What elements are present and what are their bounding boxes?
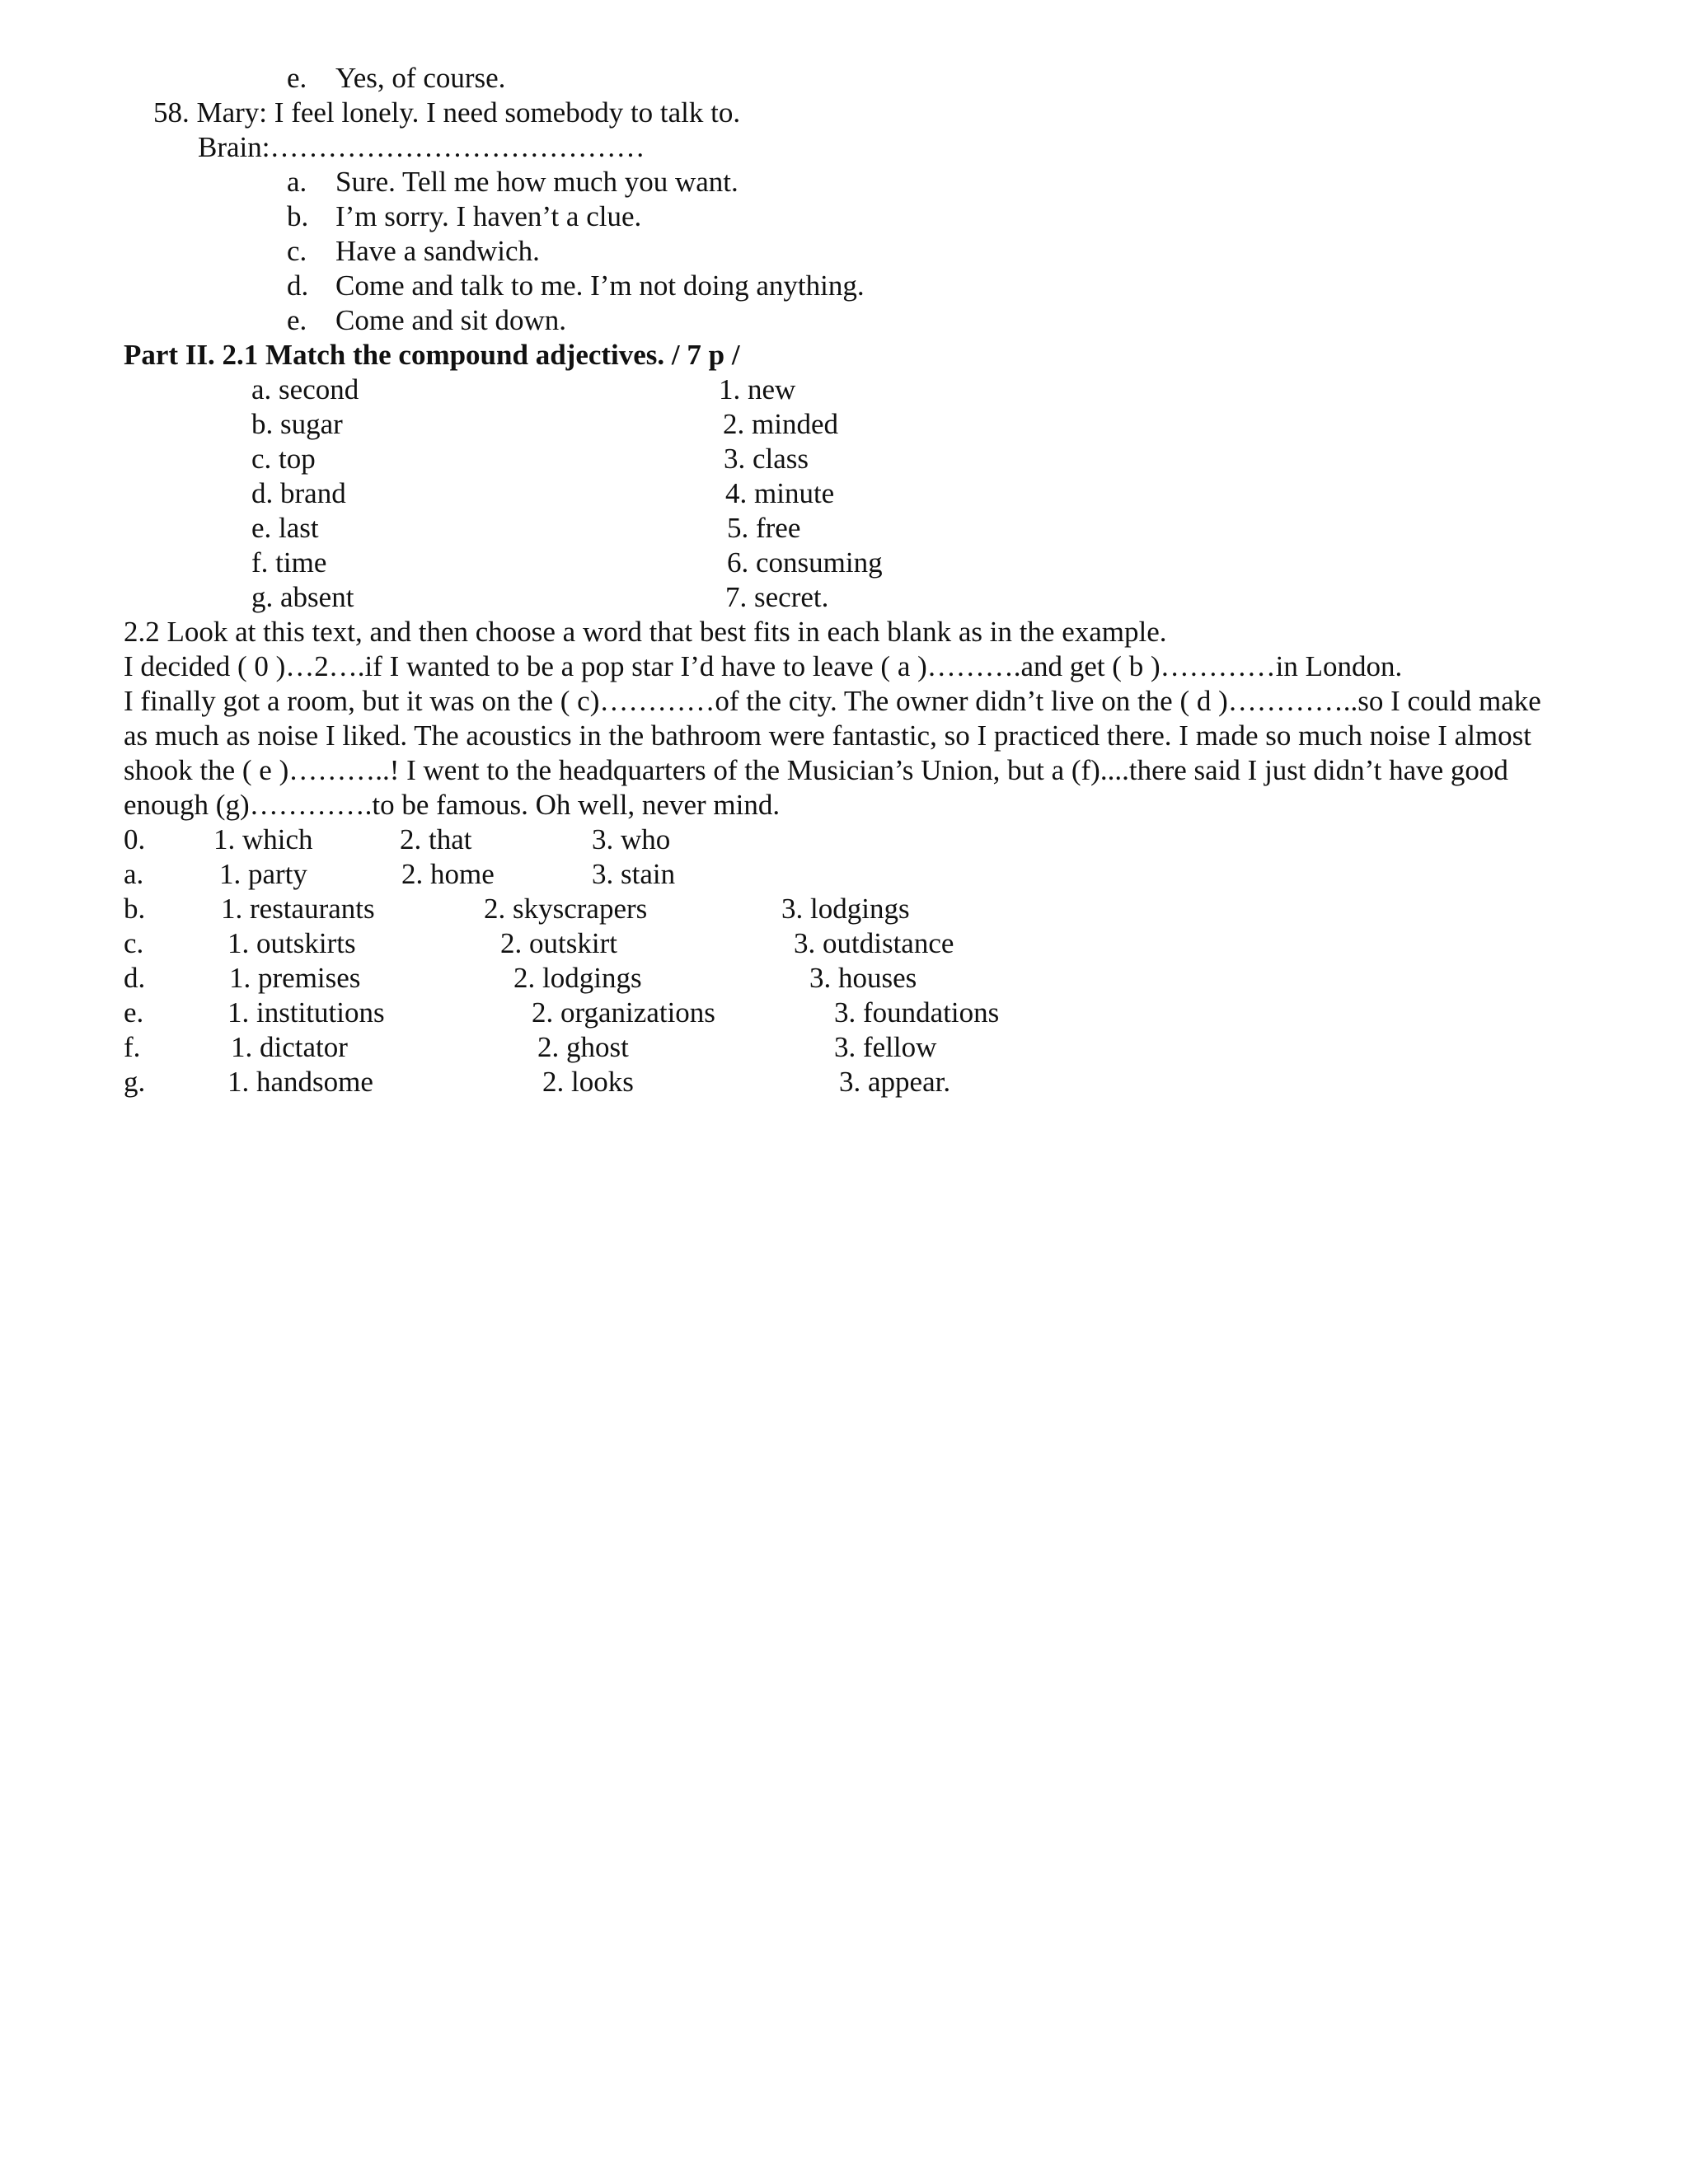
q58-prompt: 58. Mary: I feel lonely. I need somebody to talk to. [153,96,741,129]
choice-option: 3. appear. [839,1066,951,1098]
choice-label: g. [124,1066,146,1098]
q57-option-letter: e. [287,62,307,94]
match-right-item: 6. consuming [727,546,883,579]
choice-option: 3. foundations [834,996,1000,1029]
q58-option-c-text: Have a sandwich. [335,235,540,267]
choice-option: 2. that [400,823,472,855]
choice-label: d. [124,962,146,994]
match-right-item: 1. new [719,373,796,405]
choice-label: c. [124,927,144,959]
choice-option: 1. institutions [227,996,385,1029]
choice-option: 1. party [219,858,307,890]
choice-option: 2. skyscrapers [484,893,648,925]
q58-option-d-letter: d. [287,269,309,302]
choice-option: 3. who [592,823,671,855]
choice-label: e. [124,996,144,1029]
passage-line: shook the ( e )………..! I went to the headquarters of the Musician’s Union, but a (f)....there said I just didn’t have good [124,754,1508,786]
passage-line: I decided ( 0 )…2….if I wanted to be a pop star I’d have to leave ( a )……….and get ( b )…………in London. [124,650,1403,682]
choice-option: 1. premises [229,962,361,994]
passage-line: enough (g)………….to be famous. Oh well, never mind. [124,789,781,821]
q58-option-c-letter: c. [287,235,307,267]
passage-line: as much as noise I liked. The acoustics in the bathroom were fantastic, so I practiced there. I made so much noise I almost [124,719,1531,752]
choice-option: 2. ghost [537,1031,629,1063]
passage-line: I finally got a room, but it was on the ( c)…………of the city. The owner didn’t live on the ( d )…………..so I could make [124,685,1541,717]
section22-instruction: 2.2 Look at this text, and then choose a word that best fits in each blank as in the example. [124,616,1167,648]
match-left-item: d. brand [251,477,346,509]
q58-option-d-text: Come and talk to me. I’m not doing anything. [335,269,865,302]
choice-option: 3. stain [592,858,676,890]
q58-option-e-letter: e. [287,304,307,336]
q57-option-text: Yes, of course. [335,62,506,94]
part2-heading: Part II. 2.1 Match the compound adjectives. / 7 p / [124,339,740,371]
q58-reply: Brain:………………………………… [198,131,645,163]
choice-option: 3. houses [809,962,917,994]
choice-option: 1. restaurants [221,893,375,925]
choice-option: 1. which [213,823,313,855]
choice-label: f. [124,1031,141,1063]
choice-label: a. [124,858,144,890]
choice-option: 1. handsome [227,1066,373,1098]
match-right-item: 4. minute [725,477,835,509]
choice-option: 2. outskirt [500,927,617,959]
match-left-item: c. top [251,443,316,475]
choice-option: 2. looks [542,1066,634,1098]
q58-option-b-text: I’m sorry. I haven’t a clue. [335,200,642,232]
choice-option: 3. outdistance [794,927,954,959]
choice-option: 2. lodgings [513,962,642,994]
choice-option: 3. fellow [834,1031,937,1063]
choice-option: 1. outskirts [227,927,356,959]
q58-option-a-text: Sure. Tell me how much you want. [335,166,738,198]
match-left-item: e. last [251,512,319,544]
match-left-item: g. absent [251,581,354,613]
match-right-item: 7. secret. [725,581,829,613]
q58-option-e-text: Come and sit down. [335,304,566,336]
match-left-item: f. time [251,546,327,579]
match-right-item: 5. free [727,512,801,544]
choice-option: 1. dictator [231,1031,348,1063]
match-left-item: b. sugar [251,408,343,440]
q58-option-a-letter: a. [287,166,307,198]
choice-option: 3. lodgings [781,893,910,925]
q58-option-b-letter: b. [287,200,309,232]
choice-option: 2. organizations [532,996,715,1029]
match-right-item: 3. class [724,443,809,475]
choice-label: 0. [124,823,146,855]
choice-label: b. [124,893,146,925]
match-left-item: a. second [251,373,359,405]
choice-option: 2. home [401,858,495,890]
match-right-item: 2. minded [723,408,838,440]
